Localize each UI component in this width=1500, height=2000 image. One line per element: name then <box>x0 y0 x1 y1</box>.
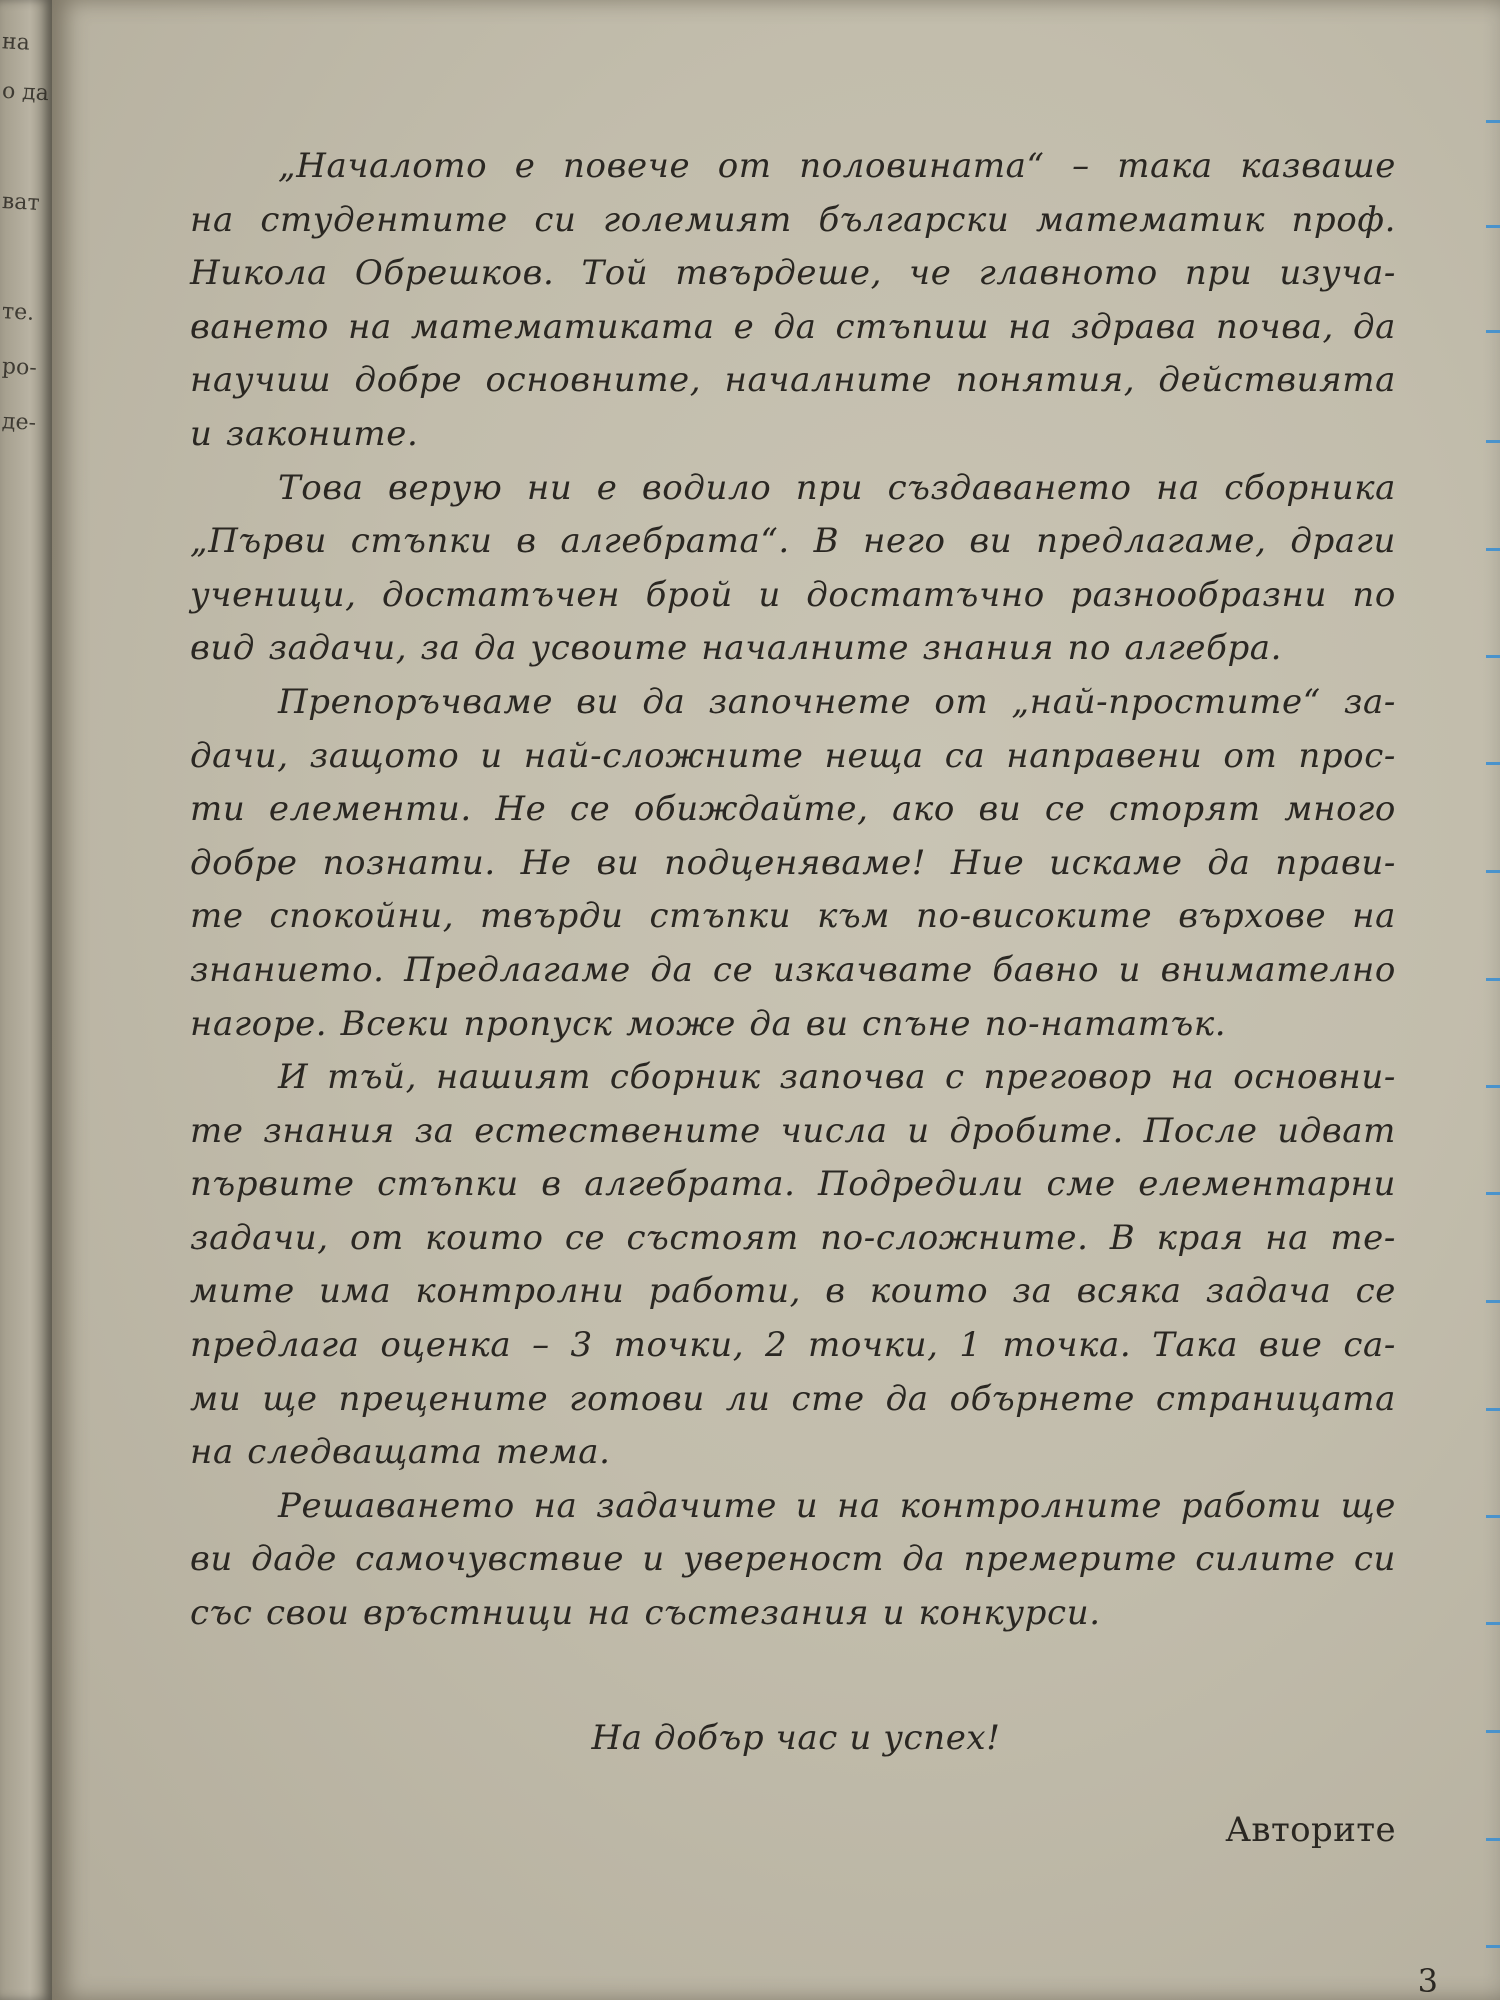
text-line: ви даде самочувствие и увереност да премерите силите си <box>190 1539 1396 1580</box>
text-line: „Първи стъпки в алгебрата“. В него ви предлагаме, драги <box>190 521 1396 562</box>
text-line: ти елементи. Не се обиждайте, ако ви се сторят много <box>190 789 1396 830</box>
text-line: ученици, достатъчен брой и достатъчно разнообразни по <box>190 574 1396 615</box>
text-line: те знания за естествените числа и дробите. После идват <box>190 1110 1396 1151</box>
edge-mark <box>1486 655 1500 658</box>
edge-mark <box>1486 440 1500 443</box>
text-line: на студентите си големият български математик проф. <box>190 199 1396 240</box>
text-line: добре познати. Не ви подценяваме! Ние искаме да прави- <box>190 842 1396 883</box>
prev-page-fragment: те. <box>1 299 35 326</box>
prev-page-fragment: де- <box>1 409 37 436</box>
text-line: задачи, от които се състоят по-сложните. В края на те- <box>190 1217 1396 1258</box>
edge-mark <box>1486 548 1500 551</box>
paragraph <box>190 140 1396 462</box>
text-line: със свои връстници на състезания и конкурси. <box>190 1593 1101 1634</box>
edge-mark <box>1486 120 1500 123</box>
edge-mark <box>1486 870 1500 873</box>
paragraph <box>190 1480 1396 1641</box>
edge-mark <box>1486 1192 1500 1195</box>
text-line: вид задачи, за да усвоите началните знания по алгебра. <box>190 628 1283 669</box>
text-line: предлага оценка – 3 точки, 2 точки, 1 точка. Така вие са- <box>190 1325 1396 1366</box>
text-line: ми ще прецените готови ли сте да обърнете страницата <box>190 1378 1396 1419</box>
edge-mark <box>1486 1945 1500 1948</box>
preface-text <box>190 140 1396 1641</box>
text-line: дачи, защото и най-сложните неща са направени от прос- <box>190 735 1396 776</box>
text-line: мите има контролни работи, в които за всяка задача се <box>190 1271 1396 1312</box>
edge-mark <box>1486 1622 1500 1625</box>
edge-mark <box>1486 1408 1500 1411</box>
paragraph <box>190 1051 1396 1480</box>
text-line: Това верую ни е водило при създаването на сборника <box>278 467 1396 508</box>
text-line: научиш добре основните, началните понятия, действията <box>190 360 1396 401</box>
edge-mark <box>1486 225 1500 228</box>
edge-mark <box>1486 1515 1500 1518</box>
text-line: Никола Обрешков. Той твърдеше, че главното при изуча- <box>190 253 1396 294</box>
text-line: „Началото е повече от половината“ – така казваше <box>278 146 1396 186</box>
edge-mark <box>1486 762 1500 765</box>
book-page <box>52 0 1500 2000</box>
paragraph <box>190 462 1396 676</box>
edge-mark <box>1486 330 1500 333</box>
closing-greeting: На добър час и успех! <box>591 1718 1001 1758</box>
edge-mark <box>1486 1838 1500 1841</box>
text-line: знанието. Предлагаме да се изкачвате бавно и внимателно <box>190 949 1396 990</box>
text-line: И тъй, нашият сборник започва с преговор на основни- <box>278 1057 1396 1098</box>
prev-page-fragment: на <box>1 29 31 56</box>
edge-mark <box>1486 1300 1500 1303</box>
prev-page-fragment: ват <box>1 189 41 216</box>
text-line: Препоръчваме ви да започнете от „най-простите“ за- <box>278 681 1396 722</box>
text-line: Решаването на задачите и на контролните работи ще <box>278 1485 1396 1526</box>
authors-signature: Авторите <box>1225 1810 1396 1850</box>
prev-page-fragment: о да <box>1 78 50 107</box>
text-line: първите стъпки в алгебрата. Подредили сме елементарни <box>190 1164 1396 1205</box>
paragraph <box>190 676 1396 1051</box>
edge-mark <box>1486 978 1500 981</box>
text-line: и законите. <box>190 413 419 454</box>
edge-mark <box>1486 1085 1500 1088</box>
previous-page-edge <box>0 0 52 2000</box>
text-line: нагоре. Всеки пропуск може да ви спъне по-нататък. <box>190 1003 1227 1044</box>
page-number: 3 <box>1417 1962 1438 2000</box>
page-edge-marks <box>1482 0 1500 2000</box>
text-line: на следващата тема. <box>190 1432 611 1473</box>
text-line: ването на математиката е да стъпиш на здрава почва, да <box>190 306 1396 347</box>
prev-page-fragment: ро- <box>1 354 38 381</box>
text-line: те спокойни, твърди стъпки към по-високите върхове на <box>190 896 1396 937</box>
